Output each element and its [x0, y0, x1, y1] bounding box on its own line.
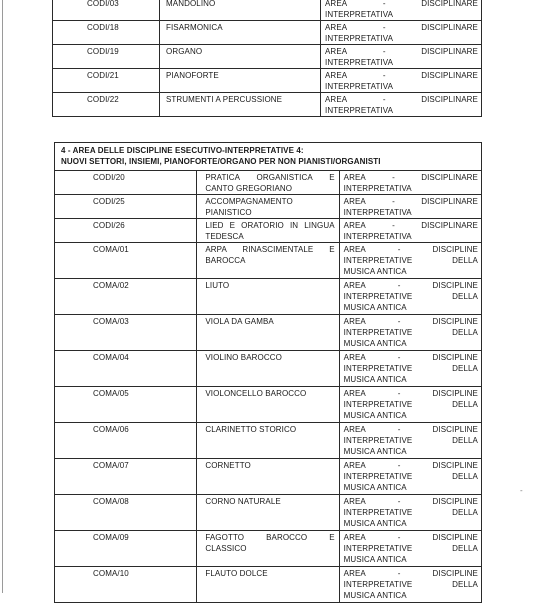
area-word: DISCIPLINARE [421, 221, 478, 230]
code-cell: CODI/25 [55, 195, 197, 219]
discipline-name-cell: CORNO NATURALE [197, 495, 339, 531]
area-word: INTERPRETATIVE [343, 472, 413, 481]
area-cell [321, 93, 482, 117]
code-cell: COMA/05 [55, 387, 197, 423]
area-word: DELLA [452, 544, 478, 553]
area-line: INTERPRETATIVA [325, 106, 394, 115]
area-word: AREA [343, 461, 366, 470]
area-word: DISCIPLINE [432, 353, 478, 362]
table-row [55, 219, 482, 243]
area-word: INTERPRETATIVE [343, 328, 413, 337]
area-line: MUSICA ANTICA [343, 591, 407, 600]
area-word: INTERPRETATIVE [343, 364, 413, 373]
area-word: - [397, 317, 401, 326]
section-subtitle: NUOVI SETTORI, INSIEMI, PIANOFORTE/ORGANO PER NON PIANISTI/ORGANISTI [61, 157, 381, 166]
area-line [344, 460, 478, 471]
area-cell [321, 45, 482, 69]
section-header [55, 143, 482, 171]
code-cell: COMA/01 [55, 243, 197, 279]
area-line: INTERPRETATIVA [325, 10, 394, 19]
area-cell [321, 0, 482, 21]
area-line [344, 363, 478, 374]
disciplines-table-top [52, 0, 482, 117]
area-word: AREA [343, 569, 366, 578]
area-line: MUSICA ANTICA [343, 519, 407, 528]
code-cell: COMA/06 [55, 423, 197, 459]
discipline-name-cell: PIANOFORTE [160, 69, 321, 93]
area-word: - [392, 197, 395, 206]
area-line [325, 0, 478, 9]
area-word: - [397, 497, 401, 506]
area-line [344, 579, 478, 590]
area-word: AREA [325, 23, 348, 32]
area-line [344, 291, 478, 302]
area-line [344, 255, 478, 266]
area-line [344, 280, 478, 291]
scan-artifact-mark: - [520, 486, 523, 495]
area-word: - [382, 47, 386, 56]
area-word: DELLA [452, 472, 478, 481]
table-row [53, 0, 482, 21]
area-word: DISCIPLINARE [421, 197, 478, 206]
disciplines-table-area-4-body [55, 143, 482, 603]
area-word: AREA [343, 425, 366, 434]
area-cell [339, 315, 481, 351]
area-word: AREA [343, 317, 366, 326]
area-word: - [397, 569, 401, 578]
area-word: DELLA [452, 328, 478, 337]
area-cell [321, 69, 482, 93]
discipline-name-cell: STRUMENTI A PERCUSSIONE [160, 93, 321, 117]
area-word: DELLA [452, 580, 478, 589]
code-cell: COMA/07 [55, 459, 197, 495]
table-row [55, 171, 482, 195]
table-row [55, 195, 482, 219]
area-word: AREA [343, 533, 366, 542]
discipline-name-cell: VIOLONCELLO BAROCCO [197, 387, 339, 423]
area-cell [339, 171, 481, 195]
area-word: DISCIPLINE [432, 461, 478, 470]
discipline-name-cell: ORGANO [160, 45, 321, 69]
area-word: DELLA [452, 508, 478, 517]
area-line [325, 46, 478, 57]
area-cell [339, 387, 481, 423]
table-row [55, 531, 482, 567]
area-word: AREA [343, 173, 366, 182]
area-cell [321, 21, 482, 45]
area-line: MUSICA ANTICA [343, 483, 407, 492]
area-word: DISCIPLINARE [421, 47, 478, 56]
area-word: - [397, 425, 401, 434]
table-row [53, 45, 482, 69]
area-word: DELLA [452, 400, 478, 409]
area-line: MUSICA ANTICA [343, 267, 407, 276]
area-line [325, 70, 478, 81]
area-line [344, 352, 478, 363]
code-cell: CODI/20 [55, 171, 197, 195]
code-cell: COMA/08 [55, 495, 197, 531]
area-word: - [392, 173, 395, 182]
area-cell [339, 351, 481, 387]
disciplines-table-top-body [53, 0, 482, 117]
code-cell: CODI/22 [53, 93, 160, 117]
area-word: INTERPRETATIVE [343, 544, 413, 553]
area-word: DISCIPLINARE [421, 173, 478, 182]
area-word: DISCIPLINE [432, 317, 478, 326]
area-word: AREA [325, 0, 348, 8]
area-line: MUSICA ANTICA [343, 447, 407, 456]
area-word: AREA [343, 245, 366, 254]
area-line [344, 543, 478, 554]
discipline-name-cell: FISARMONICA [160, 21, 321, 45]
area-line [344, 327, 478, 338]
area-word: - [382, 71, 386, 80]
discipline-name-cell: FLAUTO DOLCE [197, 567, 339, 603]
area-line: MUSICA ANTICA [343, 339, 407, 348]
area-line [344, 388, 478, 399]
disciplines-table-area-4 [54, 142, 482, 603]
area-line: INTERPRETATIVA [343, 208, 412, 217]
table-row [53, 93, 482, 117]
area-word: AREA [343, 497, 366, 506]
area-word: DISCIPLINE [432, 245, 478, 254]
code-cell: COMA/03 [55, 315, 197, 351]
discipline-name-cell: LIED E ORATORIO IN LINGUA TEDESCA [197, 219, 339, 243]
discipline-name-cell: PRATICA ORGANISTICA E CANTO GREGORIANO [197, 171, 339, 195]
table-row [53, 69, 482, 93]
discipline-name-cell: ACCOMPAGNAMENTO PIANISTICO [197, 195, 339, 219]
area-word: INTERPRETATIVE [343, 580, 413, 589]
area-word: INTERPRETATIVE [343, 400, 413, 409]
table-row [53, 21, 482, 45]
area-line: INTERPRETATIVA [325, 58, 394, 67]
area-word: DISCIPLINE [432, 569, 478, 578]
area-line [344, 172, 478, 183]
area-word: - [397, 281, 401, 290]
area-word: - [397, 461, 401, 470]
area-line: MUSICA ANTICA [343, 375, 407, 384]
discipline-name-cell: ARPA RINASCIMENTALE E BAROCCA [197, 243, 339, 279]
area-word: AREA [325, 47, 348, 56]
table-row [55, 459, 482, 495]
code-cell: COMA/04 [55, 351, 197, 387]
area-line [344, 424, 478, 435]
area-word: DISCIPLINARE [421, 95, 478, 104]
code-cell: CODI/03 [53, 0, 160, 21]
area-word: AREA [343, 221, 366, 230]
discipline-name-cell: LIUTO [197, 279, 339, 315]
area-line [325, 22, 478, 33]
area-line: MUSICA ANTICA [343, 555, 407, 564]
area-word: DISCIPLINARE [421, 23, 478, 32]
area-word: AREA [343, 353, 366, 362]
discipline-name-cell: VIOLINO BAROCCO [197, 351, 339, 387]
area-line [344, 220, 478, 231]
area-line [344, 316, 478, 327]
area-word: AREA [343, 389, 366, 398]
area-line: INTERPRETATIVA [343, 232, 412, 241]
area-cell [339, 279, 481, 315]
area-word: - [382, 0, 386, 8]
discipline-name-cell: FAGOTTO BAROCCO E CLASSICO [197, 531, 339, 567]
area-word: AREA [343, 197, 366, 206]
area-word: DISCIPLINE [432, 497, 478, 506]
code-cell: CODI/19 [53, 45, 160, 69]
discipline-name-cell: VIOLA DA GAMBA [197, 315, 339, 351]
area-word: INTERPRETATIVE [343, 436, 413, 445]
area-cell [339, 531, 481, 567]
area-word: DELLA [452, 292, 478, 301]
area-word: - [382, 95, 386, 104]
table-row [55, 279, 482, 315]
area-word: INTERPRETATIVE [343, 508, 413, 517]
area-word: DELLA [452, 436, 478, 445]
table-row [55, 243, 482, 279]
area-line: MUSICA ANTICA [343, 411, 407, 420]
area-word: AREA [325, 71, 348, 80]
area-cell [339, 219, 481, 243]
code-cell: CODI/21 [53, 69, 160, 93]
area-word: - [397, 353, 401, 362]
area-word: DELLA [452, 256, 478, 265]
area-line [325, 94, 478, 105]
area-line [344, 196, 478, 207]
area-word: INTERPRETATIVE [343, 256, 413, 265]
code-cell: CODI/18 [53, 21, 160, 45]
table-row [55, 351, 482, 387]
area-word: DISCIPLINE [432, 425, 478, 434]
table-row [55, 567, 482, 603]
area-line [344, 399, 478, 410]
area-cell [339, 495, 481, 531]
code-cell: COMA/09 [55, 531, 197, 567]
table-row [55, 423, 482, 459]
area-line: INTERPRETATIVA [325, 82, 394, 91]
area-word: DISCIPLINARE [421, 71, 478, 80]
area-word: - [392, 221, 395, 230]
area-cell [339, 195, 481, 219]
area-word: - [397, 533, 401, 542]
table-row [55, 315, 482, 351]
code-cell: CODI/26 [55, 219, 197, 243]
area-word: DISCIPLINE [432, 533, 478, 542]
area-line: INTERPRETATIVA [325, 34, 394, 43]
area-word: AREA [343, 281, 366, 290]
area-word: INTERPRETATIVE [343, 292, 413, 301]
area-word: AREA [325, 95, 348, 104]
area-word: DELLA [452, 364, 478, 373]
area-word: - [382, 23, 386, 32]
area-line [344, 435, 478, 446]
area-line: INTERPRETATIVA [343, 184, 412, 193]
area-cell [339, 567, 481, 603]
code-cell: COMA/02 [55, 279, 197, 315]
area-line [344, 471, 478, 482]
area-word: - [397, 245, 401, 254]
area-line [344, 532, 478, 543]
section-title: 4 - AREA DELLE DISCIPLINE ESECUTIVO-INTERPRETATIVE 4: [61, 146, 304, 155]
discipline-name-cell: MANDOLINO [160, 0, 321, 21]
area-word: - [397, 389, 401, 398]
area-line [344, 507, 478, 518]
area-line [344, 568, 478, 579]
table-row [55, 387, 482, 423]
discipline-name-cell: CLARINETTO STORICO [197, 423, 339, 459]
code-cell: COMA/10 [55, 567, 197, 603]
area-line [344, 244, 478, 255]
table-header-row [55, 143, 482, 171]
area-line: MUSICA ANTICA [343, 303, 407, 312]
table-row [55, 495, 482, 531]
discipline-name-cell: CORNETTO [197, 459, 339, 495]
area-cell [339, 459, 481, 495]
area-word: DISCIPLINE [432, 281, 478, 290]
area-cell [339, 423, 481, 459]
area-word: DISCIPLINE [432, 389, 478, 398]
area-line [344, 496, 478, 507]
area-word: DISCIPLINARE [421, 0, 478, 8]
scan-edge-line [2, 0, 3, 593]
area-cell [339, 243, 481, 279]
